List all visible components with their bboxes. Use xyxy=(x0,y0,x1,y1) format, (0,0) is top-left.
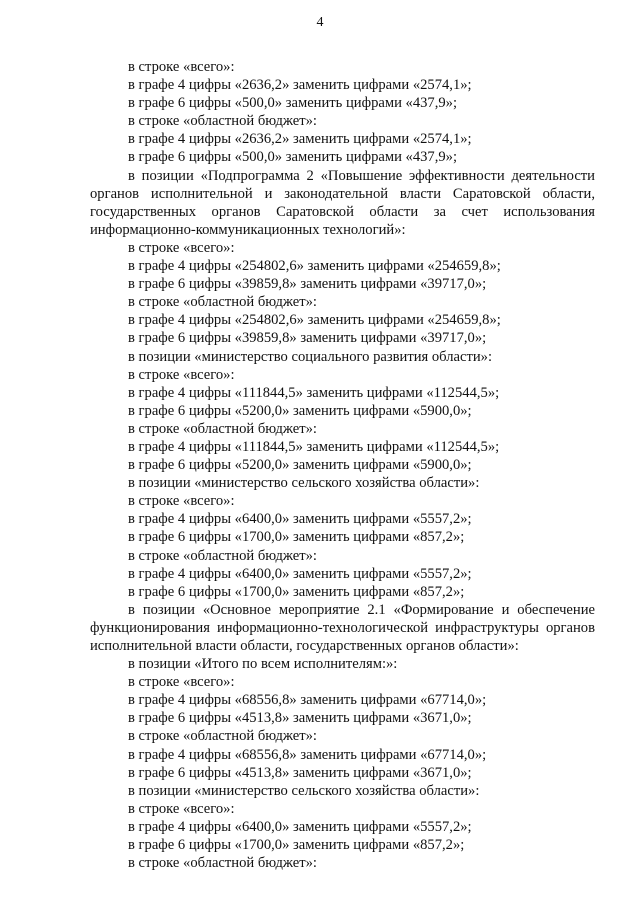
text-line: в графе 4 цифры «68556,8» заменить цифрами «67714,0»; xyxy=(128,746,487,763)
text-line: в строке «областной бюджет»: xyxy=(128,294,317,311)
text-line: в графе 6 цифры «39859,8» заменить цифрами «39717,0»; xyxy=(128,276,487,293)
text-line: информационно-коммуникационных технологий»: xyxy=(90,221,406,238)
text-line: в строке «областной бюджет»: xyxy=(128,420,317,437)
text-line: в графе 6 цифры «500,0» заменить цифрами «437,9»; xyxy=(128,149,458,166)
text-line: в позиции «министерство сельского хозяйства области»: xyxy=(128,782,480,799)
text-line: в позиции «Основное мероприятие 2.1 «Формирование и обеспечение xyxy=(128,601,595,618)
text-line: государственных органов Саратовской области за счет использования xyxy=(90,203,595,220)
text-line: функционирования информационно-технологической инфраструктуры органов xyxy=(90,619,595,636)
text-line: в строке «всего»: xyxy=(128,493,235,510)
text-line: исполнительной власти области, государственных органов области»: xyxy=(90,638,519,654)
text-line: в строке «всего»: xyxy=(128,239,235,256)
document-body xyxy=(90,58,595,872)
text-line: в строке «областной бюджет»: xyxy=(128,855,317,872)
text-line: в графе 6 цифры «5200,0» заменить цифрами «5900,0»; xyxy=(128,402,472,419)
text-line: в графе 4 цифры «6400,0» заменить цифрами «5557,2»; xyxy=(128,818,472,835)
text-line: в позиции «министерство социального развития области»: xyxy=(128,348,493,365)
text-line: в строке «областной бюджет»: xyxy=(128,547,317,564)
text-line: в графе 6 цифры «1700,0» заменить цифрами «857,2»; xyxy=(128,529,465,546)
text-line: в позиции «Подпрограмма 2 «Повышение эффективности деятельности xyxy=(128,167,595,184)
text-line: в графе 4 цифры «68556,8» заменить цифрами «67714,0»; xyxy=(128,692,487,709)
text-line: в графе 6 цифры «1700,0» заменить цифрами «857,2»; xyxy=(128,837,465,854)
text-line: в графе 6 цифры «5200,0» заменить цифрами «5900,0»; xyxy=(128,457,472,474)
text-line: в графе 6 цифры «39859,8» заменить цифрами «39717,0»; xyxy=(128,330,487,347)
text-line: в позиции «Итого по всем исполнителям:»: xyxy=(128,656,398,673)
text-line: в графе 4 цифры «254802,6» заменить цифрами «254659,8»; xyxy=(128,312,501,329)
text-line: в графе 4 цифры «111844,5» заменить цифрами «112544,5»; xyxy=(128,384,500,401)
text-line: в строке «всего»: xyxy=(128,674,235,691)
text-line: в графе 6 цифры «1700,0» заменить цифрами «857,2»; xyxy=(128,583,465,600)
text-line: в графе 6 цифры «500,0» заменить цифрами «437,9»; xyxy=(128,95,458,112)
text-line: в строке «областной бюджет»: xyxy=(128,728,317,745)
text-line: в строке «всего»: xyxy=(128,59,235,75)
text-line: в графе 4 цифры «254802,6» заменить цифрами «254659,8»; xyxy=(128,258,501,275)
text-line: в строке «областной бюджет»: xyxy=(128,113,317,130)
text-line: в позиции «министерство сельского хозяйства области»: xyxy=(128,475,480,492)
text-line: в строке «всего»: xyxy=(128,800,235,817)
text-line: в графе 4 цифры «2636,2» заменить цифрами «2574,1»; xyxy=(128,131,472,148)
text-line: в графе 4 цифры «6400,0» заменить цифрами «5557,2»; xyxy=(128,511,472,528)
text-line: в графе 4 цифры «111844,5» заменить цифрами «112544,5»; xyxy=(128,438,500,455)
text-line: в графе 6 цифры «4513,8» заменить цифрами «3671,0»; xyxy=(128,710,472,727)
page-number: 4 xyxy=(316,15,324,30)
text-line: в графе 4 цифры «2636,2» заменить цифрами «2574,1»; xyxy=(128,77,472,94)
text-line: в графе 4 цифры «6400,0» заменить цифрами «5557,2»; xyxy=(128,565,472,582)
text-line: органов исполнительной и законодательной власти Саратовской области, xyxy=(90,185,595,202)
text-line: в графе 6 цифры «4513,8» заменить цифрами «3671,0»; xyxy=(128,764,472,781)
text-line: в строке «всего»: xyxy=(128,366,235,383)
